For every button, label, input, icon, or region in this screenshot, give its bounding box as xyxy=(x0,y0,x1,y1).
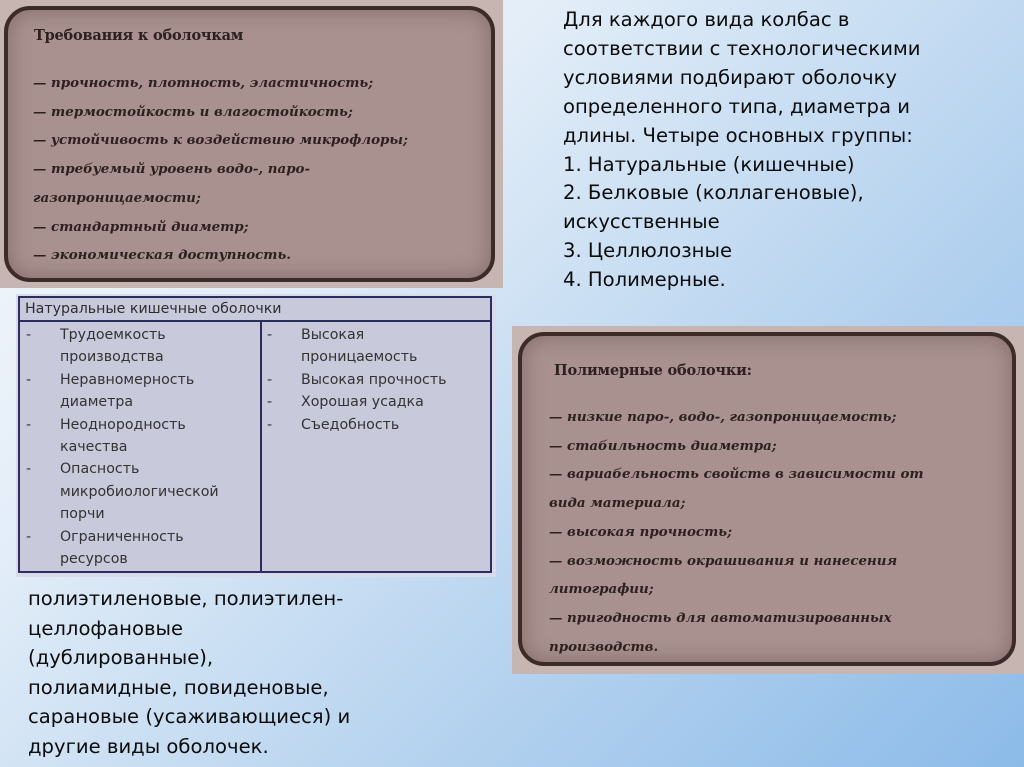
list-item xyxy=(26,526,219,571)
natural-casings-image xyxy=(16,294,496,577)
item-text: Съедобность xyxy=(301,416,400,433)
polymer-types-text xyxy=(28,584,498,761)
item-text: производства xyxy=(60,349,164,366)
list-item xyxy=(267,414,446,436)
item-text: Хорошая усадка xyxy=(301,394,424,411)
text-line: искусственные xyxy=(563,210,720,234)
text-line: 1. Натуральные (кишечные) xyxy=(563,152,855,176)
disadvantages-column xyxy=(26,324,219,570)
text-line: полиамидные, повиденовые, xyxy=(28,675,329,699)
item-text: Неоднородность xyxy=(60,416,186,433)
list-item xyxy=(26,414,219,459)
dash-marker: - xyxy=(267,371,273,388)
dash-marker: - xyxy=(26,528,32,545)
polymer-casings-image xyxy=(512,326,1024,674)
requirements-image xyxy=(0,0,503,288)
item-text: ресурсов xyxy=(60,551,128,568)
requirements-list xyxy=(33,69,408,270)
requirements-item: газопроницаемости; xyxy=(33,189,201,206)
item-text: диаметра xyxy=(60,394,134,411)
natural-casings-table xyxy=(18,296,492,573)
item-text: Ограниченность xyxy=(60,528,184,545)
item-text: Трудоемкость xyxy=(60,327,166,343)
polymer-item: — возможность окрашивания и нанесения xyxy=(549,552,898,569)
text-line: Для каждого вида колбас в xyxy=(563,8,850,31)
text-line: определенного типа, диаметра и xyxy=(563,94,910,118)
text-line: 3. Целлюлозные xyxy=(563,239,732,263)
text-line: соответствии с технологическими xyxy=(563,36,921,60)
polymer-item: — стабильность диаметра; xyxy=(549,437,777,454)
list-item xyxy=(267,369,446,391)
polymer-item: — низкие паро-, водо-, газопроницаемость; xyxy=(549,409,897,425)
polymer-casings-title: Полимерные оболочки: xyxy=(554,362,752,379)
requirements-item: — термостойкость и влагостойкость; xyxy=(33,103,353,120)
dash-marker: - xyxy=(26,327,32,343)
list-item xyxy=(267,324,446,369)
text-line: целлофановые xyxy=(28,616,184,640)
item-text: Неравномерность xyxy=(60,371,195,388)
text-line: полиэтиленовые, полиэтилен- xyxy=(28,587,344,610)
polymer-item: — высокая прочность; xyxy=(549,523,733,540)
item-text: микробиологической xyxy=(60,483,219,500)
requirements-title: Требования к оболочкам xyxy=(34,27,244,44)
dash-marker: - xyxy=(26,371,32,388)
requirements-item: — требуемый уровень водо-, паро- xyxy=(33,161,311,178)
casing-groups-text xyxy=(563,6,1023,295)
requirements-card xyxy=(4,6,495,282)
dash-marker: - xyxy=(26,416,32,433)
polymer-item: — вариабельность свойств в зависимости от xyxy=(549,466,924,483)
dash-marker: - xyxy=(26,461,32,478)
polymer-item: — пригодность для автоматизированных xyxy=(549,609,892,626)
requirements-item: — устойчивость к воздействию микрофлоры; xyxy=(33,132,408,149)
polymer-item: производств. xyxy=(549,638,659,655)
text-line: (дублированные), xyxy=(28,646,214,669)
text-line: длины. Четыре основных группы: xyxy=(563,123,913,147)
advantages-column xyxy=(267,324,446,436)
dash-marker: - xyxy=(267,416,273,433)
item-text: Высокая xyxy=(301,327,365,343)
item-text: качества xyxy=(60,439,128,456)
requirements-item: — прочность, плотность, эластичность; xyxy=(33,75,374,91)
requirements-item: — экономическая доступность. xyxy=(33,247,291,264)
text-line: условиями подбирают оболочку xyxy=(563,65,898,89)
dash-marker: - xyxy=(267,327,273,343)
column-divider xyxy=(260,322,262,571)
list-item xyxy=(26,324,219,369)
dash-marker: - xyxy=(267,394,273,411)
list-item xyxy=(267,391,446,413)
list-item xyxy=(26,369,219,414)
polymer-casings-card xyxy=(518,332,1016,666)
requirements-item: — стандартный диаметр; xyxy=(33,218,249,235)
text-line: другие виды оболочек. xyxy=(28,734,269,758)
polymer-casings-list xyxy=(549,403,924,661)
item-text: Опасность xyxy=(60,461,140,478)
polymer-item: вида материала; xyxy=(549,495,686,512)
text-line: 4. Полимерные. xyxy=(563,268,726,292)
text-line: сарановые (усаживающиеся) и xyxy=(28,705,351,728)
list-item xyxy=(26,458,219,525)
natural-casings-title: Натуральные кишечные оболочки xyxy=(20,298,490,322)
item-text: порчи xyxy=(60,506,105,523)
item-text: Высокая прочность xyxy=(301,371,447,388)
text-line: 2. Белковые (коллагеновые), xyxy=(563,181,864,205)
polymer-item: литографии; xyxy=(549,581,654,598)
item-text: проницаемость xyxy=(301,349,418,366)
